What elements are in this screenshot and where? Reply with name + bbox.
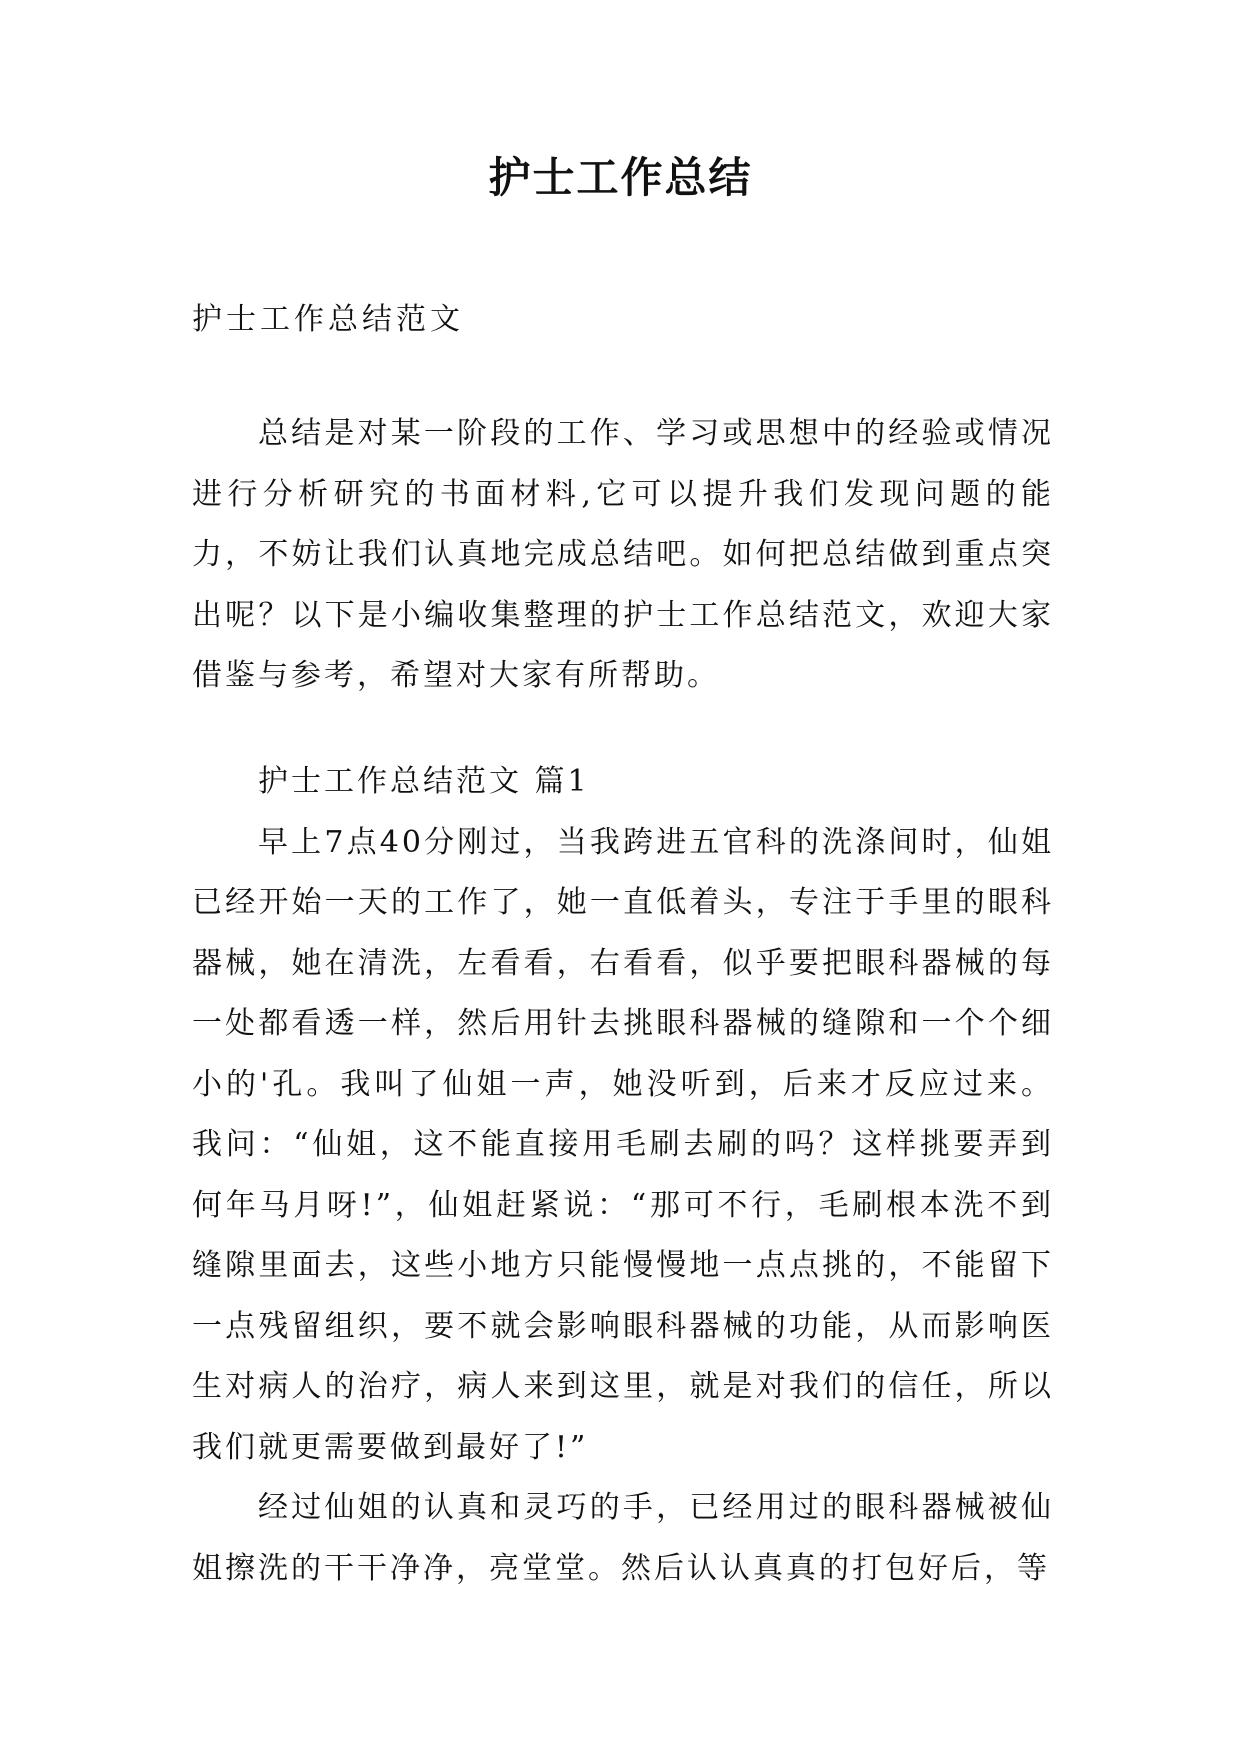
intro-paragraph: 总结是对某一阶段的工作、学习或思想中的经验或情况进行分析研究的书面材料,它可以提升我们发现问题的能力，不妨让我们认真地完成总结吧。如何把总结做到重点突出呢？以下是小编收集整理的护士工作总结范文，欢迎大家借鉴与参考，希望对大家有所帮助。 — [192, 416, 1054, 693]
intro-block — [192, 404, 1054, 707]
article-block — [192, 752, 1054, 1599]
section-heading: 护士工作总结范文 篇1 — [258, 764, 590, 799]
document-title: 护士工作总结 — [488, 153, 753, 202]
body-paragraph: 经过仙姐的认真和灵巧的手，已经用过的眼科器械被仙姐擦洗的干干净净，亮堂堂。然后认认真真的打包好后，等 — [192, 1490, 1054, 1586]
body-paragraph: 早上7点40分刚过，当我跨进五官科的洗涤间时，仙姐已经开始一天的工作了，她一直低着头，专注于手里的眼科器械，她在清洗，左看看，右看看，似乎要把眼科器械的每一处都看透一样，然后用针去挑眼科器械的缝隙和一个个细小的'孔。我叫了仙姐一声，她没听到，后来才反应过来。我问：“仙姐，这不能直接用毛刷去刷的吗？这样挑要弄到何年马月呀!”，仙姐赶紧说：“那可不行，毛刷根本洗不到缝隙里面去，这些小地方只能慢慢地一点点挑的，不能留下一点残留组织，要不就会影响眼科器械的功能，从而影响医生对病人的治疗，病人来到这里，就是对我们的信任，所以我们就更需要做到最好了!” — [192, 824, 1054, 1465]
document-subtitle: 护士工作总结范文 — [192, 302, 464, 337]
